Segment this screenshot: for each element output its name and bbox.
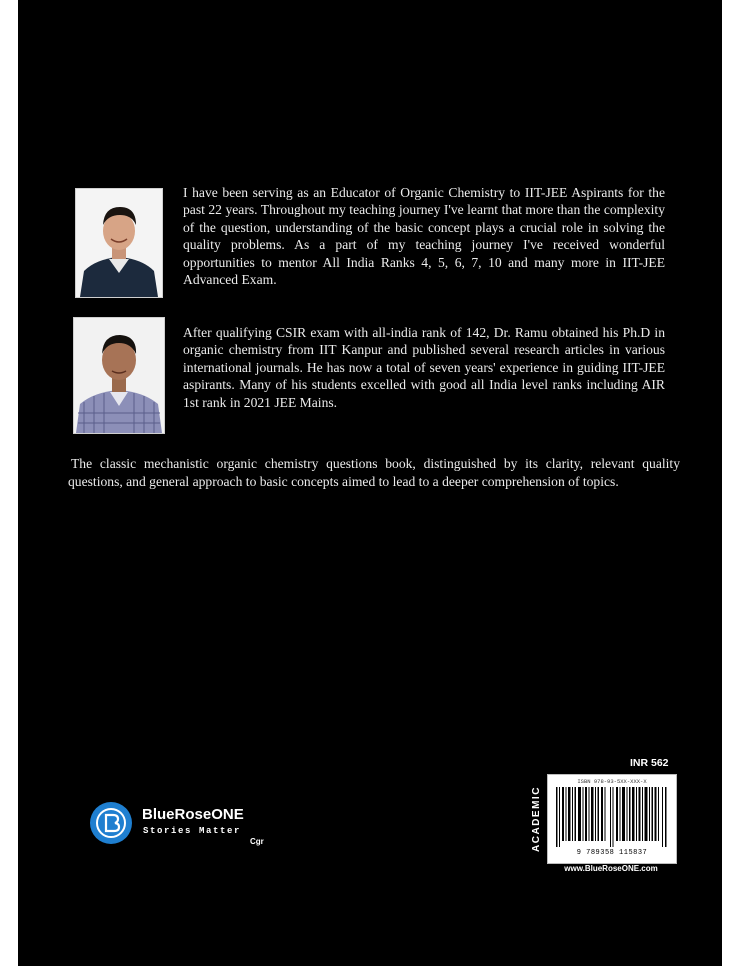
publisher-logo: [90, 800, 290, 850]
publisher-subtext: Cgr: [250, 837, 264, 846]
price-label: INR 562: [630, 757, 669, 769]
author1-portrait: [76, 189, 162, 297]
publisher-tagline: Stories Matter: [143, 826, 242, 836]
category-label: ACADEMIC: [531, 786, 542, 852]
back-cover: [18, 0, 722, 966]
isbn-top-text: ISBN 978-93-5XX-XXX-X: [577, 778, 647, 785]
publisher-name-main: BlueRose: [142, 806, 212, 823]
barcode-bars: [556, 787, 668, 847]
isbn-digits: 9 789358 115837: [576, 849, 648, 857]
book-description: The classic mechanistic organic chemistry questions book, distinguished by its clarity, relevant quality questions, and general approach to basic concepts aimed to lead to a deeper comprehension of topics.: [68, 456, 680, 489]
author2-portrait: [74, 318, 164, 433]
isbn-barcode: [547, 774, 677, 864]
publisher-name-accent: ONE: [211, 806, 244, 823]
publisher-name: [142, 806, 244, 823]
publisher-website: www.BlueRoseONE.com: [564, 864, 658, 873]
publisher-logo-icon: [90, 802, 132, 844]
author2-bio: After qualifying CSIR exam with all-india rank of 142, Dr. Ramu obtained his Ph.D in organic chemistry from IIT Kanpur and published several research articles in various international journals. He has now a total of seven years' experience in guiding IIT-JEE aspirants. Many of his students excelled with good all India level ranks including AIR 1st rank in 2021 JEE Mains.: [183, 325, 665, 410]
author2-photo: [73, 317, 165, 434]
author1-photo: [75, 188, 163, 298]
author1-bio: I have been serving as an Educator of Organic Chemistry to IIT-JEE Aspirants for the past 22 years. Throughout my teaching journey I've learnt that more than the complexity of the question, understanding of the basic concept plays a crucial role in solving the quality problems. As a part of my teaching journey I've received wonderful opportunities to mentor All India Ranks 4, 5, 6, 7, 10 and many more in IIT-JEE Advanced Exam.: [183, 185, 665, 288]
